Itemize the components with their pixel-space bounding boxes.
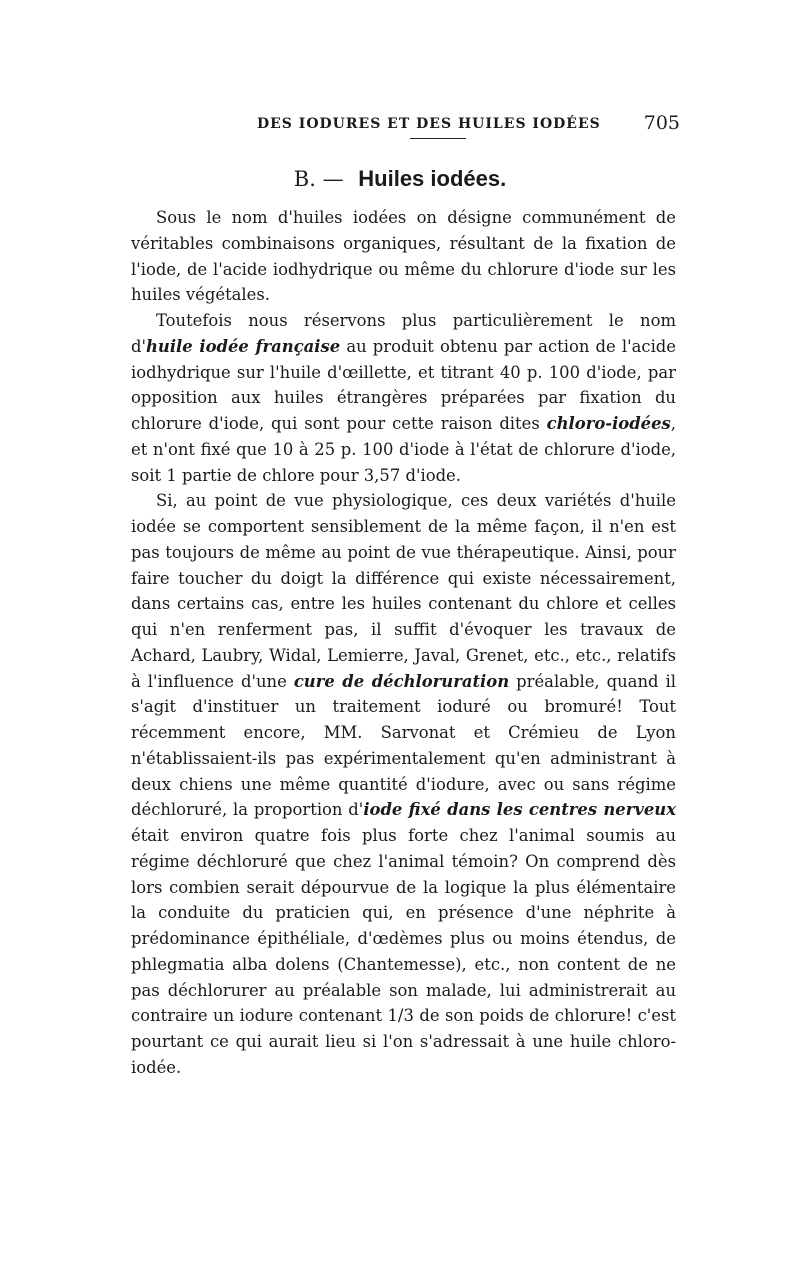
paragraph-2 (131, 308, 676, 488)
paragraph-2-text-b: au produit obtenu par action de l'acide iodhydrique sur l'huile d'œillette, et titrant 40 p. 100 d'iode, par opposition aux huiles étrangères préparées par fixation du chlorure d'iode, qui sont pour cette raison dites (131, 336, 676, 433)
section-heading (0, 166, 800, 192)
paragraph-3-text-b: préalable, quand il s'agit d'instituer un traitement ioduré ou bromuré! Tout récemment encore, MM. Sarvonat et Crémieu de Lyon n'établissaient-ils pas expérimentalement qu'en administrant à deux chiens une même quantité d'iodure, avec ou sans régime déchloruré, la proportion d' (131, 671, 676, 820)
paragraph-3-emphasis-2: iode fixé dans les centres nerveux (363, 800, 676, 820)
paragraph-3-text-c: était environ quatre fois plus forte chez l'animal soumis au régime déchloruré que chez l'animal témoin? On comprend dès lors combien serait dépourvue de la logique la plus élémentaire la conduite du praticien qui, en présence d'une néphrite à prédominance épithéliale, d'œdèmes plus ou moins étendus, de phlegmatia alba dolens (Chantemesse), etc., non content de ne pas déchlorurer au préalable son malade, lui administrerait au contraire un iodure contenant 1/3 de son poids de chlorure! c'est pourtant ce qui aurait lieu si l'on s'adressait à une huile chloro-iodée. (131, 826, 676, 1077)
section-title: Huiles iodées. (358, 166, 507, 191)
paragraph-3-emphasis-1: cure de déchloruration (293, 671, 510, 691)
paragraph-3 (131, 488, 676, 1080)
paragraph-1: Sous le nom d'huiles iodées on désigne communément de véritables combinaisons organiques, résultant de la fixation de l'iode, de l'acide iodhydrique ou même du chlorure d'iode sur les huiles végétales. (131, 208, 676, 305)
running-title: DES IODURES ET DES HUILES IODÉES (257, 116, 601, 132)
paragraph-3-text-a: Si, au point de vue physiologique, ces deux variétés d'huile iodée se comportent sensiblement de la même façon, il n'en est pas toujours de même au point de vue thérapeutique. Ainsi, pour faire toucher du doigt la différence qui existe nécessairement, dans certains cas, entre les huiles contenant du chlore et celles qui n'en renferment pas, il suffit d'évoquer les travaux de Achard, Laubry, Widal, Lemierre, Javal, Grenet, etc., etc., relatifs à l'influence d'une (131, 491, 676, 691)
section-label: B. — (293, 167, 344, 191)
body-text (131, 205, 676, 1081)
paragraph-2-emphasis-2: chloro-iodées (546, 414, 671, 433)
paragraph-2-emphasis-1: huile iodée française (146, 336, 341, 356)
paragraph-2-text-a: Toutefois nous réservons plus particulièrement le nom d' (131, 311, 676, 356)
paragraph-2-text-c: , et n'ont fixé que 10 à 25 p. 100 d'iode à l'état de chlorure d'iode, soit 1 partie de chlore pour 3,57 d'iode. (131, 414, 676, 485)
header-rule (410, 138, 466, 139)
page-number: 705 (643, 112, 680, 134)
running-header (130, 112, 680, 140)
